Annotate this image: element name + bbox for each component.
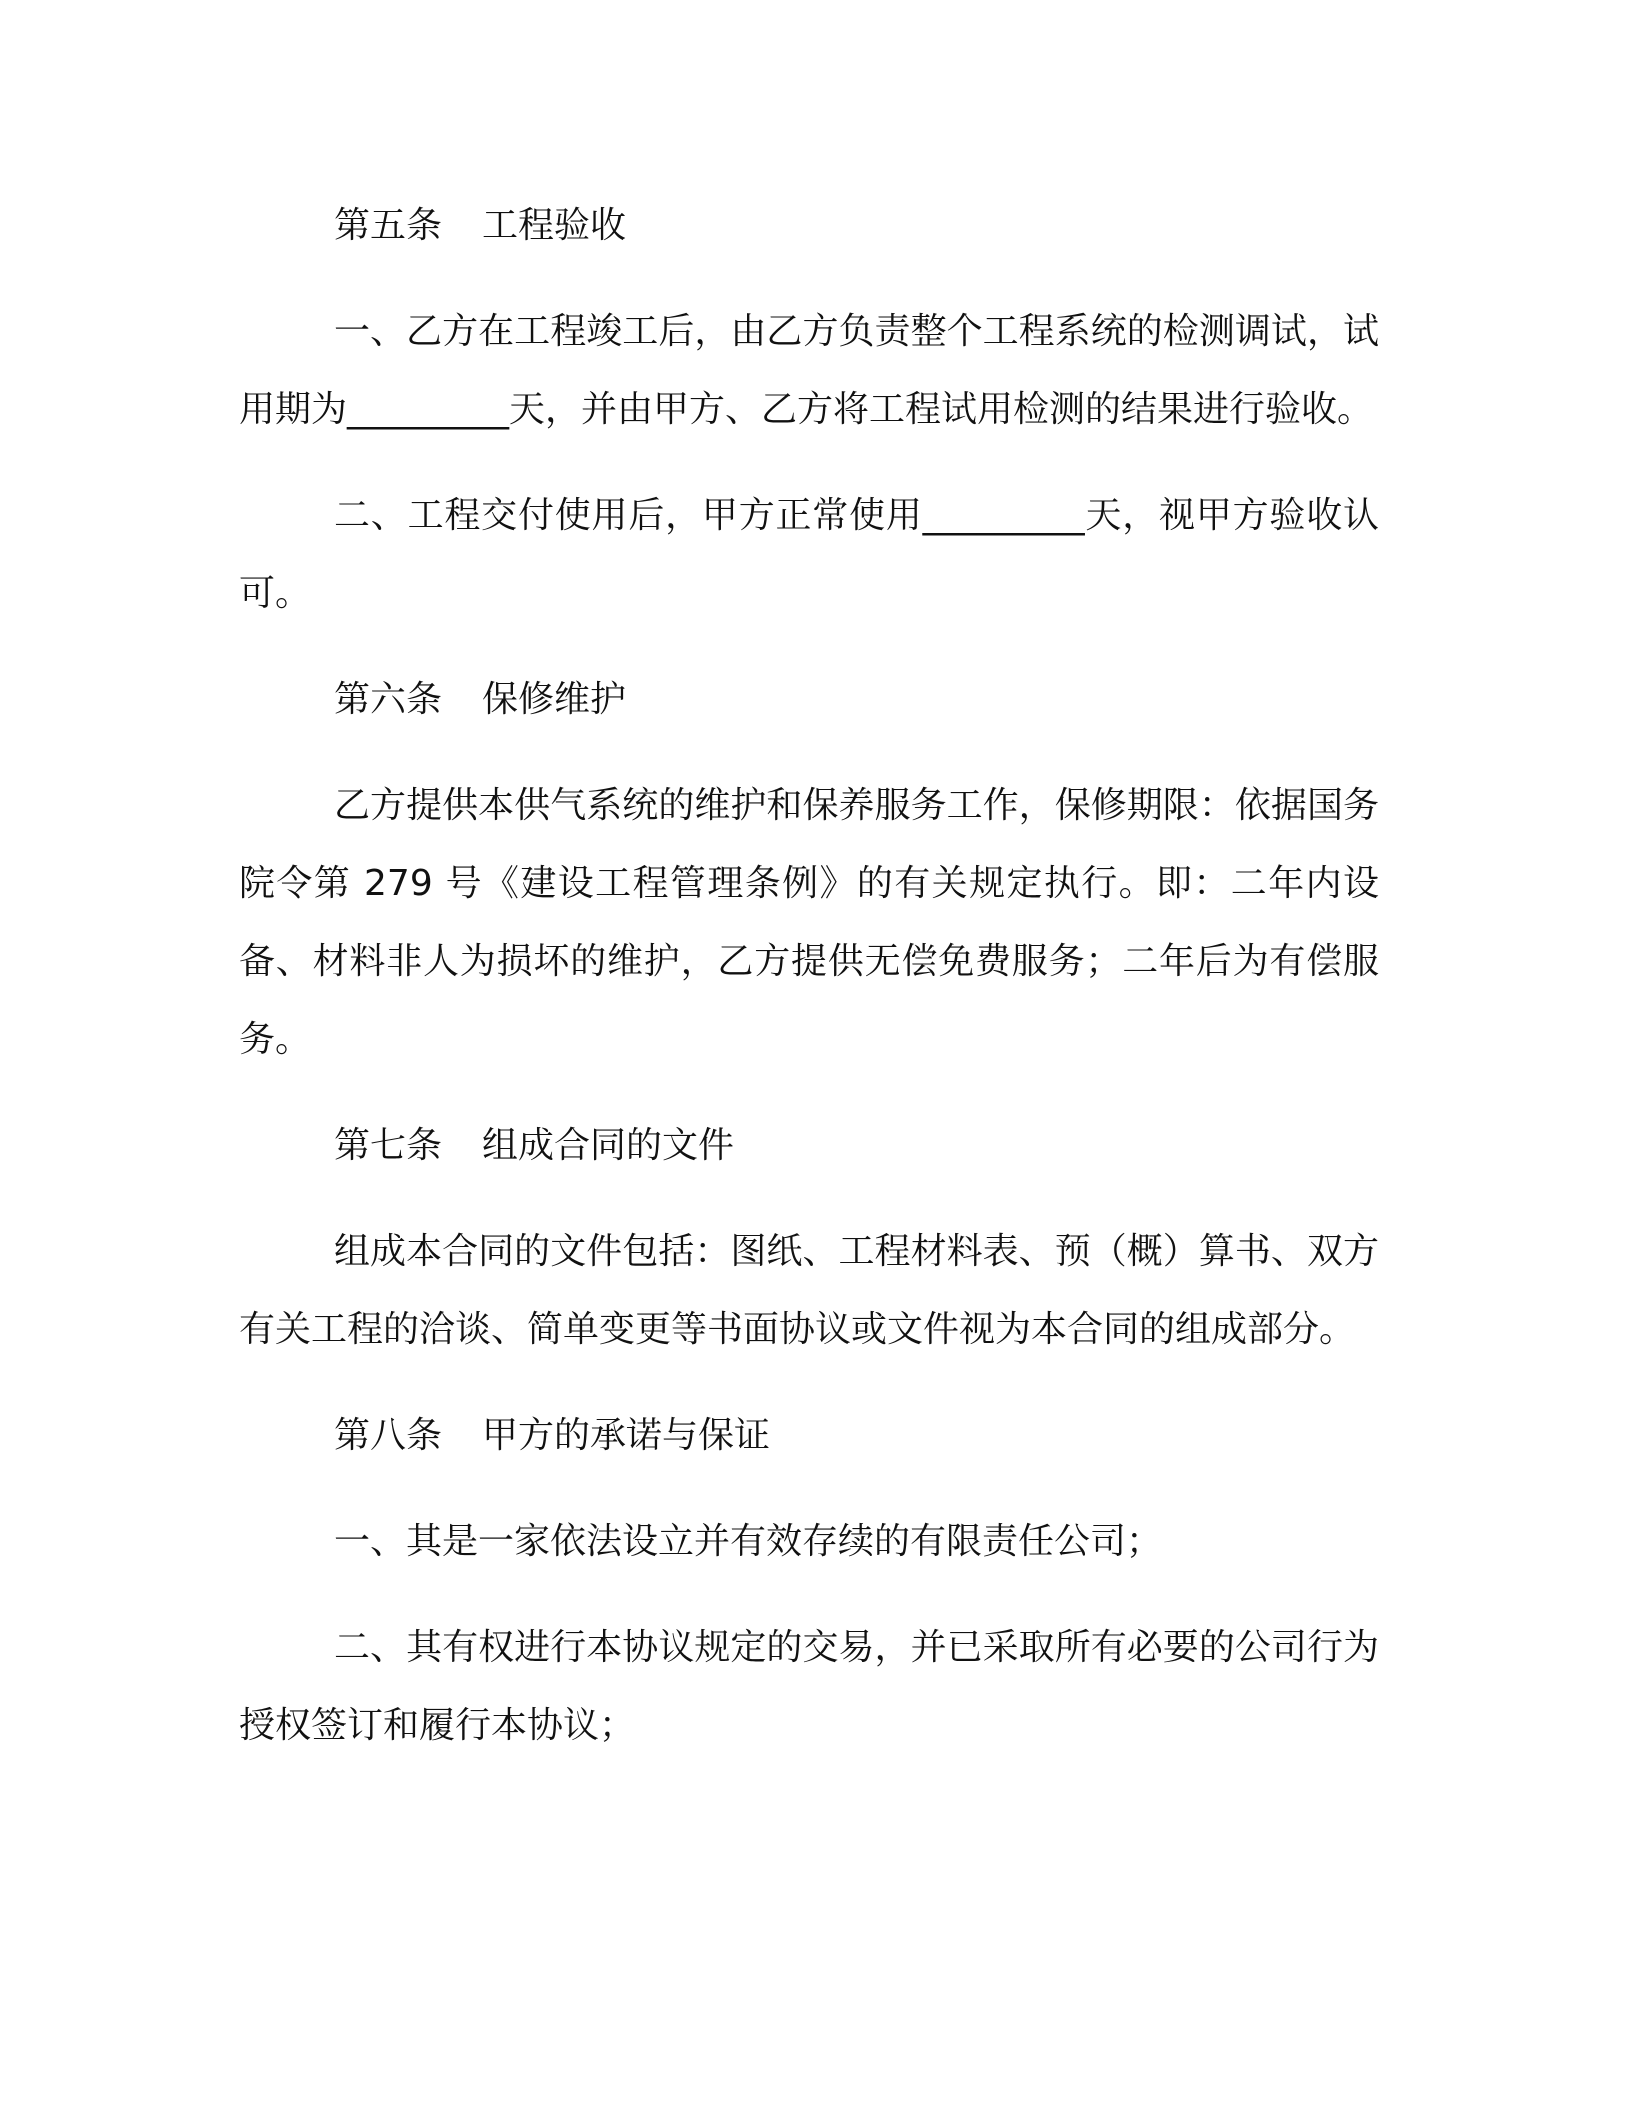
clause-text: 天，并由甲方、乙方将工程试用检测的结果进行验收。 bbox=[509, 389, 1374, 430]
article-number: 第八条 bbox=[334, 1415, 443, 1456]
article-number: 第七条 bbox=[334, 1125, 443, 1166]
clause-text: 天，视甲方验收认可。 bbox=[239, 495, 1379, 614]
clause-text: 一、乙方在工程竣工后，由乙方负责整个工程系统的检测调试，试用期为 bbox=[239, 311, 1379, 430]
article-number: 第六条 bbox=[334, 679, 443, 720]
article-8-item-1: 一、其是一家依法设立并有效存续的有限责任公司； bbox=[334, 1521, 1163, 1562]
article-7-text: 组成本合同的文件包括：图纸、工程材料表、预（概）算书、双方有关工程的洽谈、简单变更等书面协议或文件视为本合同的组成部分。 bbox=[239, 1231, 1379, 1350]
contract-body bbox=[239, 187, 1379, 1793]
article-5-clause-2 bbox=[239, 477, 1379, 633]
clause-text: 二、工程交付使用后，甲方正常使用 bbox=[334, 495, 923, 536]
article-title: 甲方的承诺与保证 bbox=[482, 1415, 771, 1456]
article-title: 组成合同的文件 bbox=[482, 1125, 735, 1166]
article-title: 工程验收 bbox=[482, 205, 627, 246]
article-7-heading bbox=[239, 1107, 1379, 1185]
article-5-clause-1 bbox=[239, 293, 1379, 449]
article-6-heading bbox=[239, 661, 1379, 739]
blank-field-usage-days: _________ bbox=[922, 495, 1085, 536]
article-8-heading bbox=[239, 1397, 1379, 1475]
article-title: 保修维护 bbox=[482, 679, 627, 720]
article-5-heading bbox=[239, 187, 1379, 265]
article-8-item-2: 二、其有权进行本协议规定的交易，并已采取所有必要的公司行为授权签订和履行本协议； bbox=[239, 1627, 1379, 1746]
blank-field-trial-days: _________ bbox=[347, 389, 510, 430]
article-number: 第五条 bbox=[334, 205, 443, 246]
article-6-text: 乙方提供本供气系统的维护和保养服务工作，保修期限：依据国务院令第 279 号《建设工程管理条例》的有关规定执行。即：二年内设备、材料非人为损坏的维护，乙方提供无偿免费服务；二年后为有偿服务。 bbox=[239, 785, 1379, 1060]
